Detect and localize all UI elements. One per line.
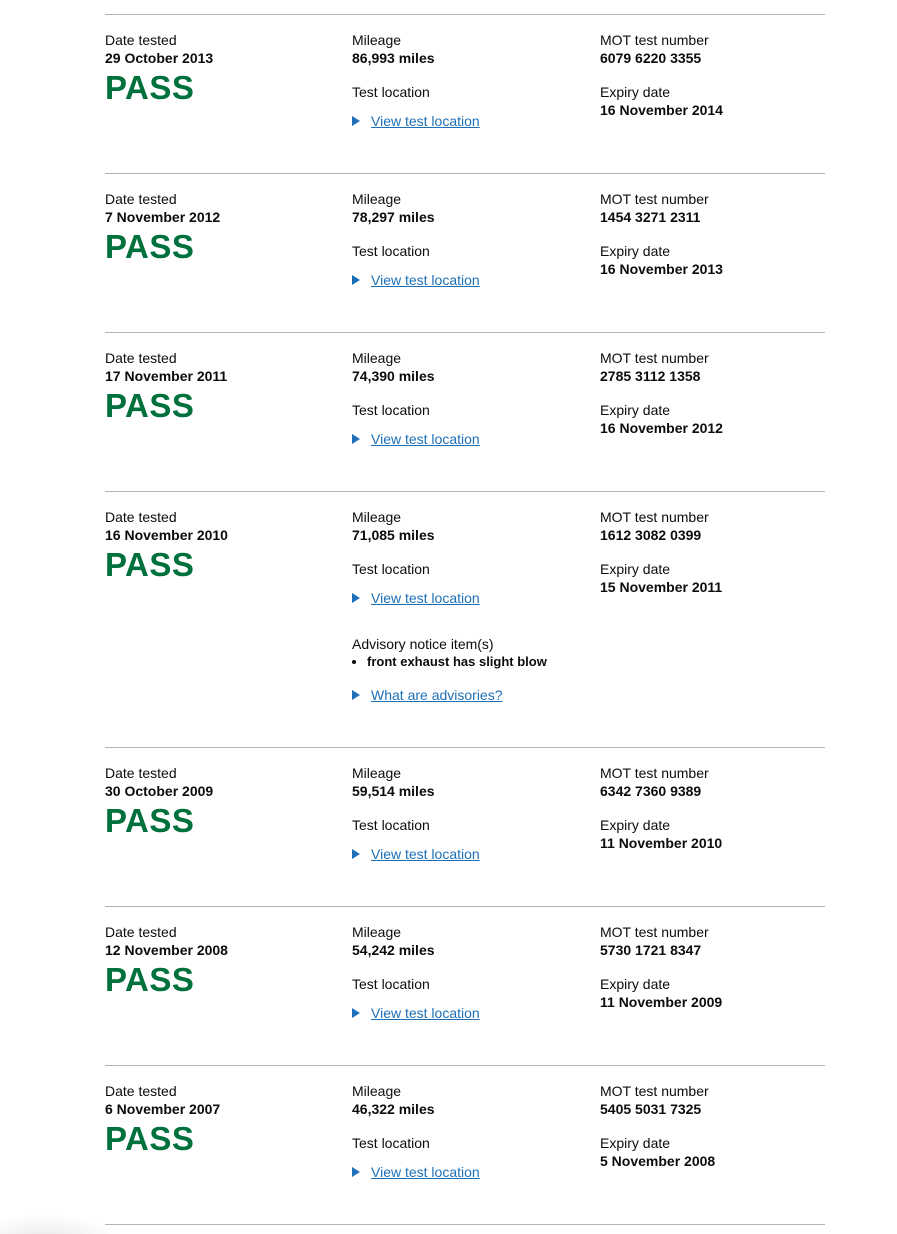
mot-record xyxy=(105,1065,825,1224)
expiry-date-value: 5 November 2008 xyxy=(600,1153,716,1169)
date-tested-label: Date tested xyxy=(105,350,177,366)
date-tested-label: Date tested xyxy=(105,191,177,207)
date-tested-value: 6 November 2007 xyxy=(105,1101,221,1117)
mileage-value: 54,242 miles xyxy=(352,942,435,958)
mot-test-number-label: MOT test number xyxy=(600,32,709,48)
expiry-date-label: Expiry date xyxy=(600,243,671,259)
mileage-label: Mileage xyxy=(352,191,402,207)
mileage-label: Mileage xyxy=(352,924,402,940)
view-test-location-toggle[interactable] xyxy=(352,1163,480,1181)
test-location-label: Test location xyxy=(352,243,430,259)
date-tested-value: 30 October 2009 xyxy=(105,783,214,799)
mot-test-number-label: MOT test number xyxy=(600,924,709,940)
mot-test-number-label: MOT test number xyxy=(600,509,709,525)
caret-right-icon xyxy=(352,1167,360,1177)
test-location-label: Test location xyxy=(352,1135,430,1151)
expiry-date-label: Expiry date xyxy=(600,817,671,833)
mileage-label: Mileage xyxy=(352,509,402,525)
mot-test-number-value: 1612 3082 0399 xyxy=(600,527,702,543)
result-badge: PASS xyxy=(105,1120,195,1157)
date-tested-label: Date tested xyxy=(105,1083,177,1099)
expiry-date-value: 16 November 2012 xyxy=(600,420,723,436)
caret-right-icon xyxy=(352,275,360,285)
caret-right-icon xyxy=(352,690,360,700)
view-test-location-link[interactable]: View test location xyxy=(371,1164,480,1180)
mot-test-number-label: MOT test number xyxy=(600,350,709,366)
date-tested-value: 12 November 2008 xyxy=(105,942,228,958)
view-test-location-link[interactable]: View test location xyxy=(371,113,480,129)
mot-history-list xyxy=(105,14,825,1234)
result-badge: PASS xyxy=(105,69,195,106)
mot-test-number-value: 5405 5031 7325 xyxy=(600,1101,702,1117)
view-test-location-toggle[interactable] xyxy=(352,112,480,130)
mot-test-number-label: MOT test number xyxy=(600,1083,709,1099)
expiry-date-label: Expiry date xyxy=(600,84,671,100)
expiry-date-value: 11 November 2009 xyxy=(600,994,723,1010)
advisory-list xyxy=(352,653,547,671)
expiry-date-label: Expiry date xyxy=(600,402,671,418)
mot-test-number-label: MOT test number xyxy=(600,765,709,781)
expiry-date-label: Expiry date xyxy=(600,976,671,992)
mot-record xyxy=(105,332,825,491)
mileage-value: 46,322 miles xyxy=(352,1101,435,1117)
caret-right-icon xyxy=(352,593,360,603)
view-test-location-toggle[interactable] xyxy=(352,1004,480,1022)
date-tested-value: 16 November 2010 xyxy=(105,527,228,543)
mot-record xyxy=(105,14,825,173)
mileage-value: 74,390 miles xyxy=(352,368,435,384)
view-test-location-toggle[interactable] xyxy=(352,845,480,863)
mileage-value: 86,993 miles xyxy=(352,50,435,66)
view-test-location-link[interactable]: View test location xyxy=(371,431,480,447)
test-location-label: Test location xyxy=(352,976,430,992)
what-are-advisories-toggle[interactable] xyxy=(352,686,503,704)
view-test-location-link[interactable]: View test location xyxy=(371,846,480,862)
expiry-date-value: 15 November 2011 xyxy=(600,579,723,595)
mileage-value: 78,297 miles xyxy=(352,209,435,225)
what-are-advisories-link[interactable]: What are advisories? xyxy=(371,687,503,703)
result-badge: PASS xyxy=(105,387,195,424)
mileage-value: 71,085 miles xyxy=(352,527,435,543)
view-test-location-link[interactable]: View test location xyxy=(371,590,480,606)
caret-right-icon xyxy=(352,849,360,859)
date-tested-value: 29 October 2013 xyxy=(105,50,214,66)
test-location-label: Test location xyxy=(352,84,430,100)
date-tested-label: Date tested xyxy=(105,509,177,525)
expiry-date-value: 11 November 2010 xyxy=(600,835,723,851)
mot-test-number-value: 1454 3271 2311 xyxy=(600,209,701,225)
expiry-date-value: 16 November 2013 xyxy=(600,261,723,277)
result-badge: PASS xyxy=(105,961,195,998)
mot-record xyxy=(105,173,825,332)
date-tested-label: Date tested xyxy=(105,765,177,781)
mot-record xyxy=(105,491,825,747)
date-tested-value: 17 November 2011 xyxy=(105,368,228,384)
view-test-location-link[interactable]: View test location xyxy=(371,1005,480,1021)
mot-record xyxy=(105,747,825,906)
expiry-date-value: 16 November 2014 xyxy=(600,102,723,118)
view-test-location-toggle[interactable] xyxy=(352,271,480,289)
expiry-date-label: Expiry date xyxy=(600,1135,671,1151)
mot-record xyxy=(105,906,825,1065)
mileage-value: 59,514 miles xyxy=(352,783,435,799)
date-tested-value: 7 November 2012 xyxy=(105,209,221,225)
view-test-location-toggle[interactable] xyxy=(352,430,480,448)
view-test-location-link[interactable]: View test location xyxy=(371,272,480,288)
list-bottom-divider xyxy=(105,1224,825,1234)
date-tested-label: Date tested xyxy=(105,32,177,48)
mileage-label: Mileage xyxy=(352,32,402,48)
expiry-date-label: Expiry date xyxy=(600,561,671,577)
result-badge: PASS xyxy=(105,546,195,583)
date-tested-label: Date tested xyxy=(105,924,177,940)
mot-test-number-value: 5730 1721 8347 xyxy=(600,942,702,958)
test-location-label: Test location xyxy=(352,817,430,833)
mot-test-number-value: 6079 6220 3355 xyxy=(600,50,702,66)
result-badge: PASS xyxy=(105,802,195,839)
caret-right-icon xyxy=(352,1008,360,1018)
mot-test-number-value: 6342 7360 9389 xyxy=(600,783,702,799)
mot-test-number-value: 2785 3112 1358 xyxy=(600,368,701,384)
advisory-notice-label: Advisory notice item(s) xyxy=(352,636,494,652)
test-location-label: Test location xyxy=(352,561,430,577)
view-test-location-toggle[interactable] xyxy=(352,589,480,607)
result-badge: PASS xyxy=(105,228,195,265)
advisory-item: • front exhaust has slight blow xyxy=(367,653,547,671)
caret-right-icon xyxy=(352,116,360,126)
caret-right-icon xyxy=(352,434,360,444)
corner-shadow xyxy=(0,1214,120,1234)
mileage-label: Mileage xyxy=(352,1083,402,1099)
test-location-label: Test location xyxy=(352,402,430,418)
mileage-label: Mileage xyxy=(352,765,402,781)
mot-test-number-label: MOT test number xyxy=(600,191,709,207)
mileage-label: Mileage xyxy=(352,350,402,366)
